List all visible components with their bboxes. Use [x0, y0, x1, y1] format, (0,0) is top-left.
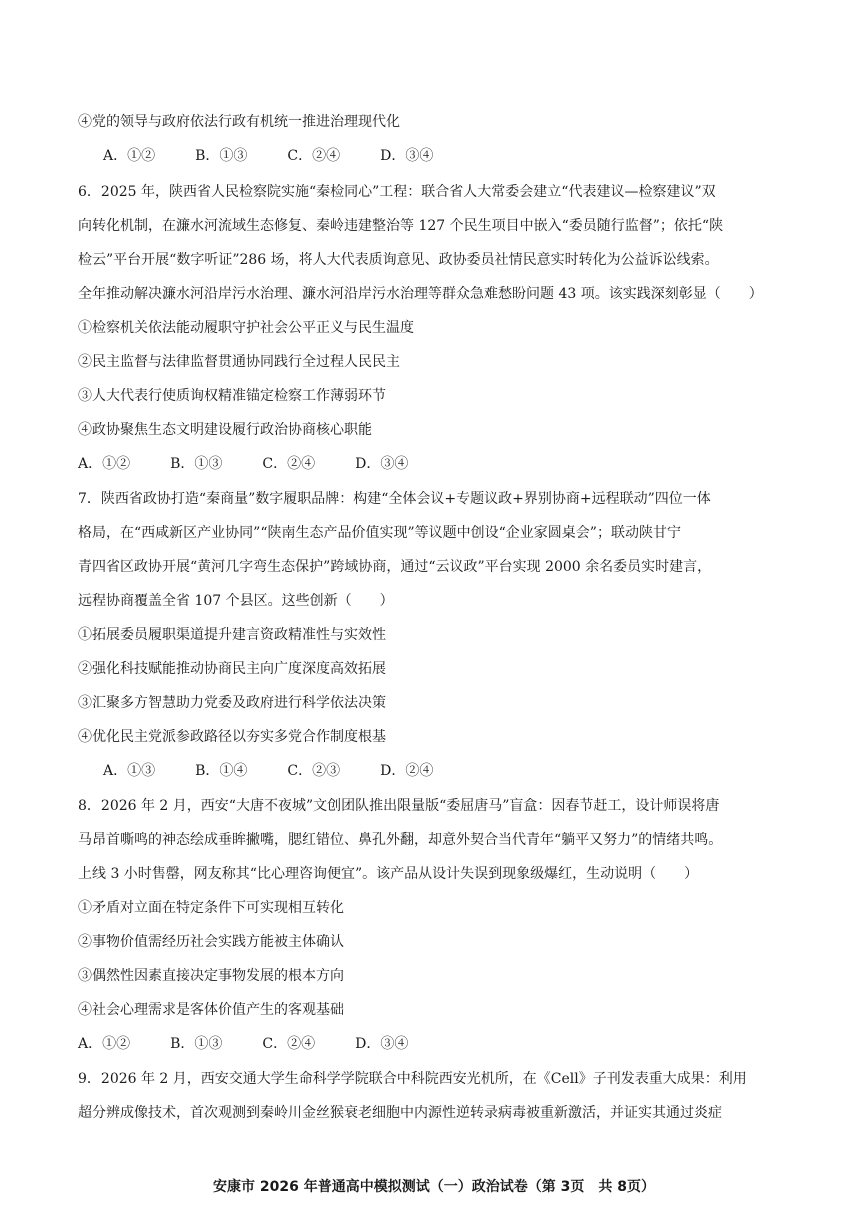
q7-stem-line-2: 格局，在“西咸新区产业协同”“陕南生态产品价值实现”等议题中创设“企业家圆桌会”；联动陕甘宁 [78, 525, 681, 541]
q8-item-1: ①矛盾对立面在特定条件下可实现相互转化 [78, 900, 344, 916]
q5-options [103, 146, 473, 166]
q7-stem-line-4: 远程协商覆盖全省 107 个县区。这些创新（ ） [78, 593, 394, 609]
q6-stem-line-3: 检云”平台开展“数字听证”286 场，将人大代表质询意见、政协委员社情民意实时转化为公益诉讼线索。 [78, 252, 719, 268]
q8-stem-line-2: 马昂首嘶鸣的神态绘成垂眸撇嘴，腮红错位、鼻孔外翻，却意外契合当代青年“躺平又努力”的情绪共鸣。 [78, 832, 723, 848]
q6-item-3: ③人大代表行使质询权精准锚定检察工作薄弱环节 [78, 388, 386, 404]
q8-option-c: C．②④ [262, 1036, 316, 1052]
q8-option-d: D．③④ [355, 1036, 409, 1052]
q5-option-b: B．①③ [195, 148, 248, 164]
q8-item-3: ③偶然性因素直接决定事物发展的根本方向 [78, 968, 344, 984]
q7-options [103, 761, 473, 781]
q7-stem-line-1: 7．陕西省政协打造“秦商量”数字履职品牌：构建“全体会议+专题议政+界别协商+远程联动”四位一体 [78, 491, 711, 507]
q7-item-1: ①拓展委员履职渠道提升建言资政精准性与实效性 [78, 627, 386, 643]
q6-item-2: ②民主监督与法律监督贯通协同践行全过程人民民主 [78, 354, 400, 370]
q6-stem-line-1: 6．2025 年，陕西省人民检察院实施“秦检同心”工程：联合省人大常委会建立“代表建议—检察建议”双 [78, 184, 716, 200]
q8-option-b: B．①③ [170, 1036, 223, 1052]
q7-item-3: ③汇聚多方智慧助力党委及政府进行科学依法决策 [78, 695, 386, 711]
q6-option-b: B．①③ [170, 456, 223, 472]
q7-stem-line-3: 青四省区政协开展“黄河几字弯生态保护”跨域协商，通过“云议政”平台实现 2000 余名委员实时建言， [78, 559, 712, 575]
q7-item-4: ④优化民主党派参政路径以夯实多党合作制度根基 [78, 729, 386, 745]
q9-stem-line-1: 9．2026 年 2 月，西安交通大学生命科学学院联合中科院西安光机所，在《Cell》子刊发表重大成果：利用 [78, 1071, 747, 1087]
q8-item-4: ④社会心理需求是客体价值产生的客观基础 [78, 1002, 344, 1018]
q7-option-c: C．②③ [287, 763, 341, 779]
q5-option-a: A．①② [103, 148, 156, 164]
q5-option-c: C．②④ [287, 148, 341, 164]
q7-option-d: D．②④ [380, 763, 434, 779]
q6-item-1: ①检察机关依法能动履职守护社会公平正义与民生温度 [78, 320, 414, 336]
q8-stem-line-3: 上线 3 小时售罄，网友称其“比心理咨询便宜”。该产品从设计失误到现象级爆红，生动说明（ ） [78, 866, 699, 882]
q7-option-a: A．①③ [103, 763, 156, 779]
q6-option-d: D．③④ [355, 456, 409, 472]
q8-stem-line-1: 8．2026 年 2 月，西安“大唐不夜城”文创团队推出限量版“委屈唐马”盲盒：因春节赶工，设计师误将唐 [78, 798, 720, 814]
q6-option-c: C．②④ [262, 456, 316, 472]
q8-item-2: ②事物价值需经历社会实践方能被主体确认 [78, 934, 344, 950]
q9-stem-line-2: 超分辨成像技术，首次观测到秦岭川金丝猴衰老细胞中内源性逆转录病毒被重新激活，并证实其通过炎症 [78, 1105, 722, 1121]
q8-option-a: A．①② [78, 1036, 131, 1052]
q6-stem-line-2: 向转化机制，在濂水河流域生态修复、秦岭违建整治等 127 个民生项目中嵌入“委员随行监督”；依托“陕 [78, 218, 724, 234]
q5-item-4: ④党的领导与政府依法行政有机统一推进治理现代化 [78, 114, 400, 130]
q6-item-4: ④政协聚焦生态文明建设履行政治协商核心职能 [78, 422, 372, 438]
q7-option-b: B．①④ [195, 763, 248, 779]
page-footer: 安康市 2026 年普通高中模拟测试（一）政治试卷（第 3页 共 8页） [213, 1179, 655, 1195]
q5-option-d: D．③④ [380, 148, 434, 164]
q6-option-a: A．①② [78, 456, 131, 472]
q8-options [78, 1034, 448, 1054]
q6-stem-line-4: 全年推动解决濂水河沿岸污水治理、濂水河沿岸污水治理等群众急难愁盼问题 43 项。该实践深刻彰显（ ） [78, 286, 763, 302]
q6-options [78, 454, 448, 474]
q7-item-2: ②强化科技赋能推动协商民主向广度深度高效拓展 [78, 661, 386, 677]
